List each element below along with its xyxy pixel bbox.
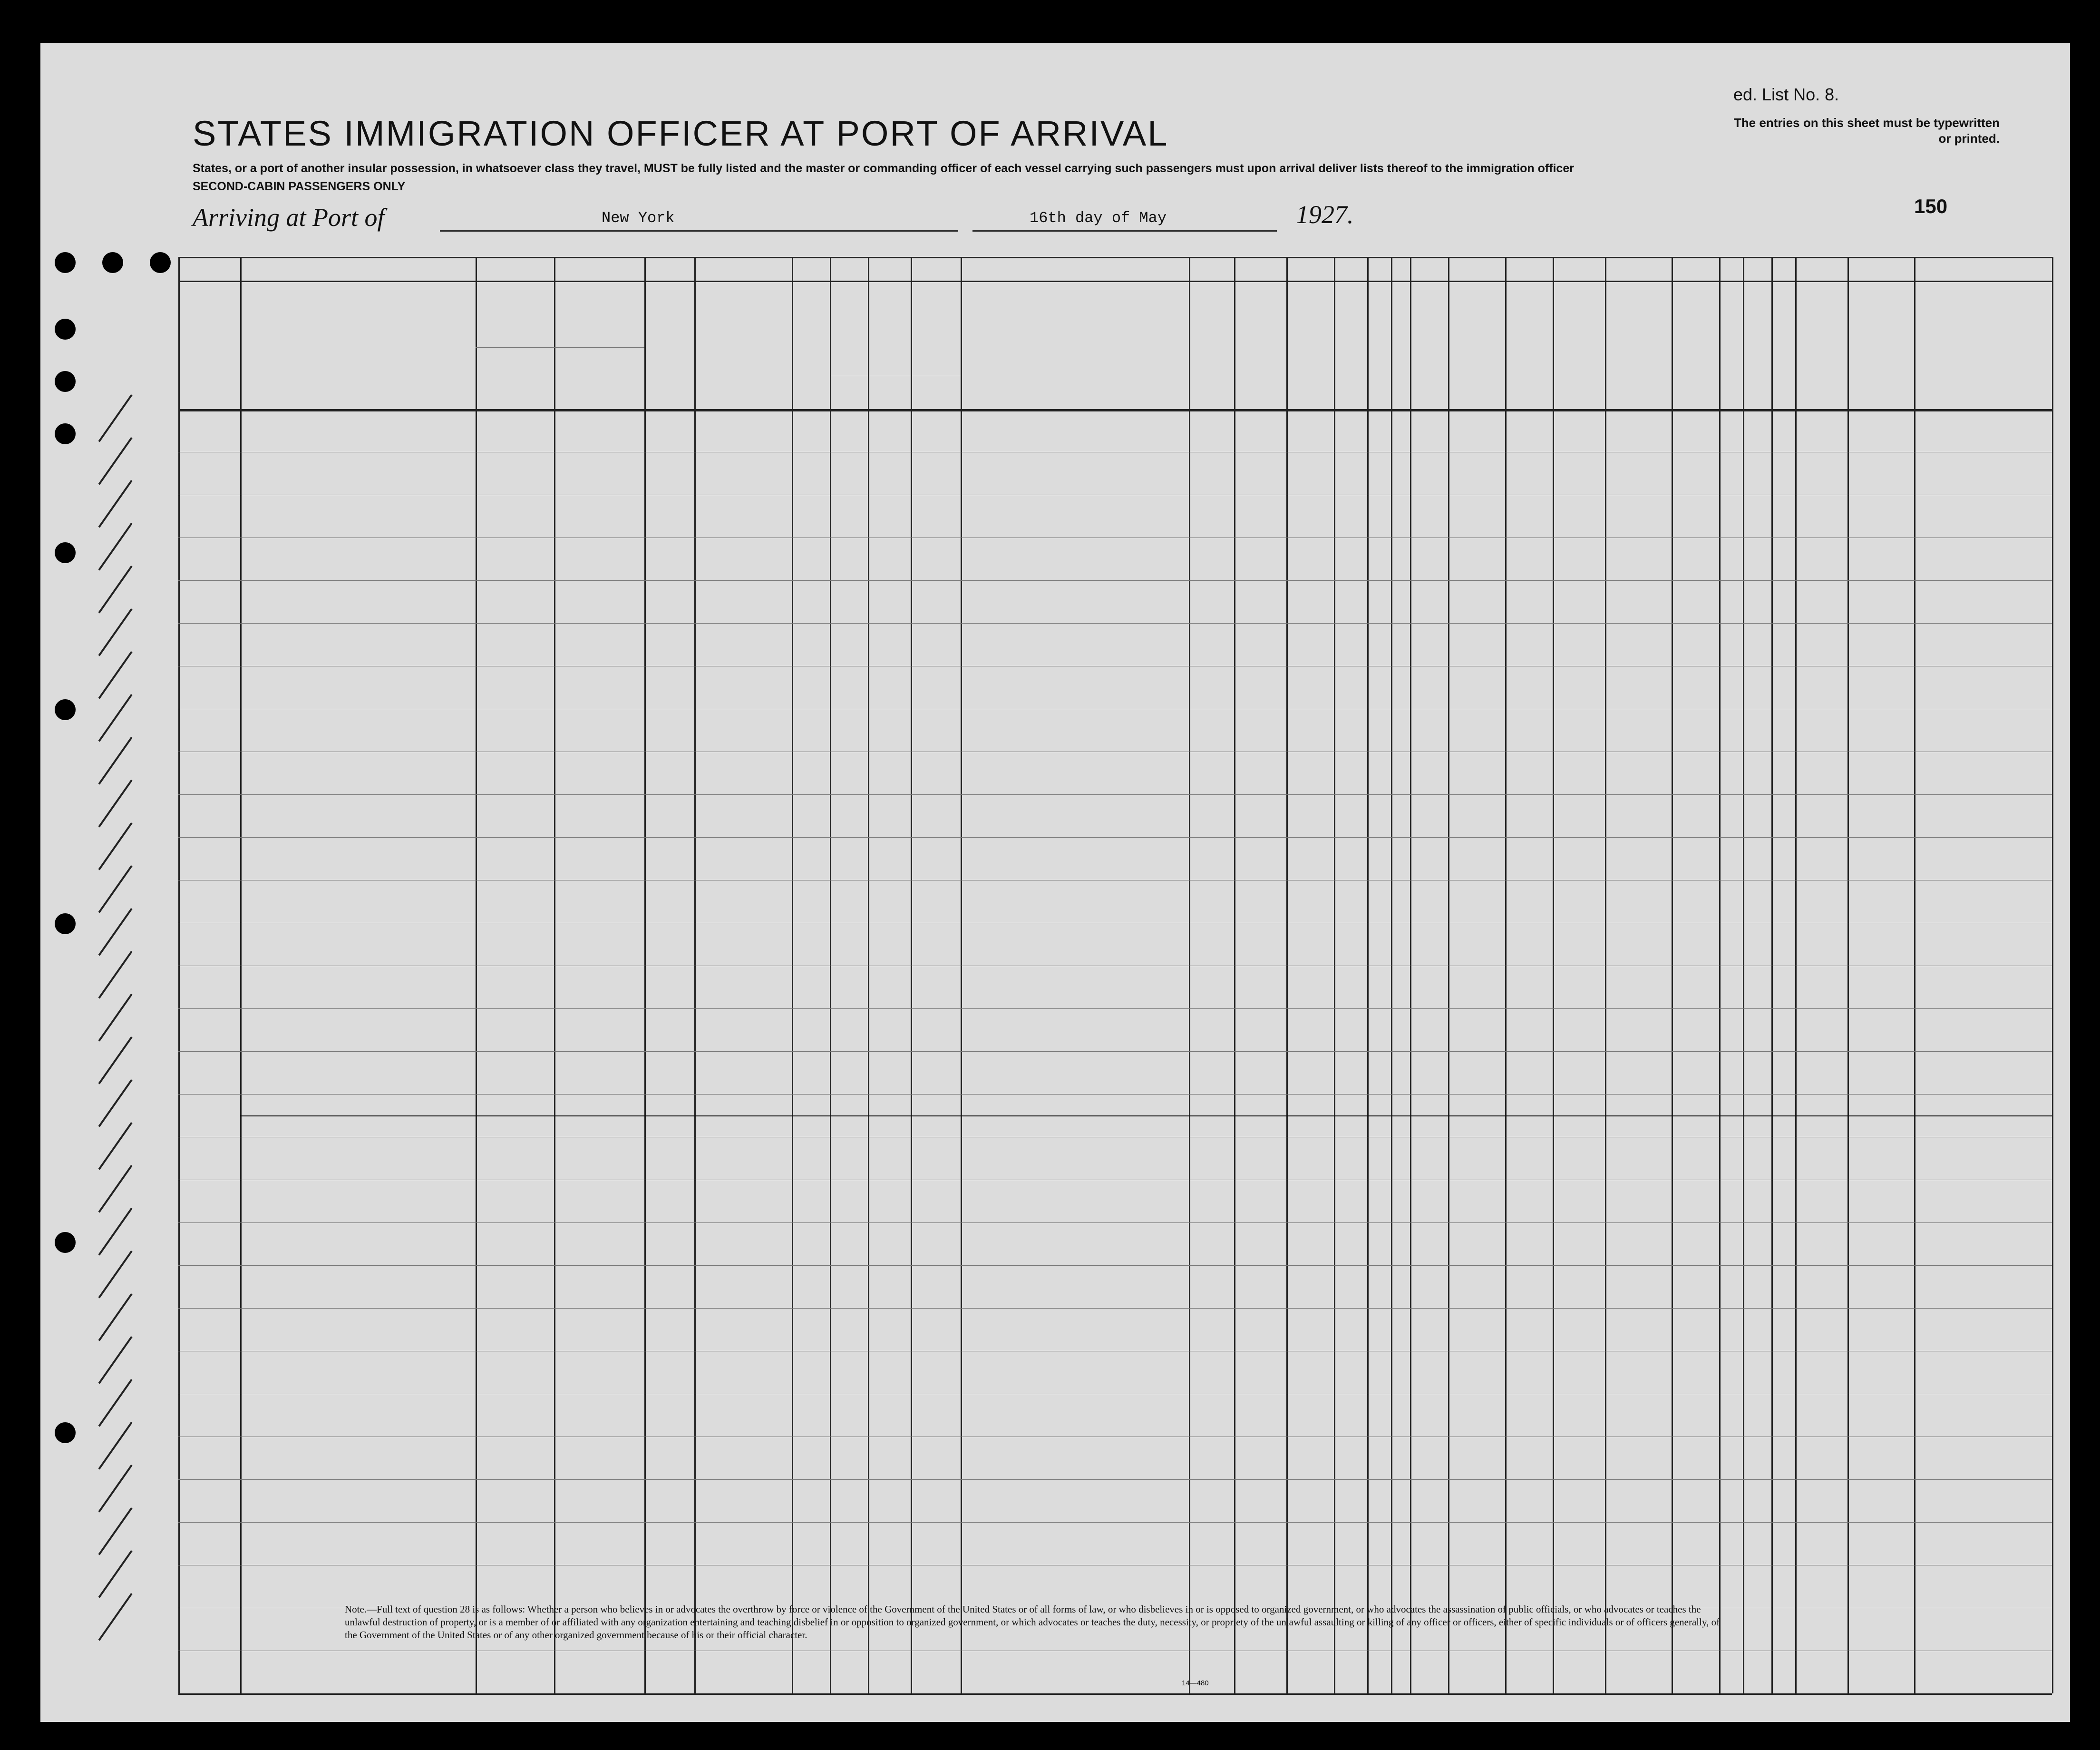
header-period — [868, 376, 911, 404]
port-name: New York — [602, 209, 675, 227]
class-line: SECOND-CABIN PASSENGERS ONLY — [193, 180, 406, 193]
column-rule — [1234, 257, 1235, 1693]
page-title: STATES IMMIGRATION OFFICER AT PORT OF ARRIVAL — [193, 114, 1169, 153]
row-rule — [178, 623, 2052, 624]
column-rule — [1771, 257, 1773, 1693]
checkmark — [98, 737, 133, 785]
header-feet — [1674, 286, 1717, 405]
column-rule — [476, 257, 477, 1693]
header-passage-paid-sub — [694, 342, 792, 395]
header-polygamist — [1370, 286, 1389, 405]
page-number: 150 — [1914, 195, 1948, 217]
checkmark — [98, 1036, 133, 1085]
arrival-date: 16th day of May — [1030, 209, 1167, 227]
header-hair — [1771, 371, 1795, 385]
header-anarchist — [1394, 286, 1408, 405]
typewritten-note: The entries on this sheet must be typewritten or printed. — [1733, 116, 2000, 146]
checkmark — [98, 1165, 133, 1213]
row-rule — [178, 1222, 2052, 1223]
checkmark — [98, 523, 133, 571]
column-rule — [1605, 257, 1606, 1693]
checkmark — [98, 1507, 133, 1555]
header-no-on-list — [178, 323, 240, 366]
column-rule — [1553, 257, 1554, 1693]
column-rule — [868, 257, 869, 1693]
checkmark — [98, 566, 133, 614]
punch-hole — [102, 252, 123, 273]
punch-hole — [55, 319, 76, 340]
header-deported — [1508, 286, 1551, 405]
checkmark — [98, 994, 133, 1042]
row-rule — [178, 1265, 2052, 1266]
column-rule — [178, 257, 180, 1693]
subheader-rule — [476, 347, 644, 348]
column-rule — [1719, 257, 1721, 1693]
header-inches — [1722, 286, 1741, 405]
checkmark — [98, 1550, 133, 1598]
punch-hole — [55, 1232, 76, 1253]
header-purpose-b — [1237, 286, 1284, 405]
punch-hole — [55, 542, 76, 563]
row-rule — [178, 1522, 2052, 1523]
checkmark — [98, 908, 133, 956]
punch-hole — [55, 252, 76, 273]
row-rule — [178, 794, 2052, 795]
column-rule — [830, 257, 831, 1693]
column-rule — [1367, 257, 1369, 1693]
header-final-destination-sub — [476, 323, 644, 342]
column-number-rule — [178, 281, 2052, 282]
header-city — [554, 371, 644, 385]
footnote: Note.—Full text of question 28 is as follows: Whether a person who believes in or advocates the overthrow by force or violence of the Government of the United States or of all forms of law, or who disbelieves in or is opposed to organized government, or who advocates the assassination of public officials, or who advocates or teaches the unlawful destruction of property, or is a member of or affiliated with any organization entertaining and teaching disbelief in or opposition to organized government, or which advocates or teaches the duty, necessity, or propriety of the unlawful assaulting or killing of any officer or officers, either of specific individuals or of officers generally, of the Government of the United States or of any other organized government because of his or their official character. — [345, 1603, 1720, 1641]
checkmark — [98, 1079, 133, 1127]
header-prison — [1337, 286, 1365, 405]
manifest-sheet — [40, 43, 2070, 1722]
column-rule — [240, 257, 242, 1693]
column-rule — [1914, 257, 1915, 1693]
checkmark — [98, 1251, 133, 1299]
column-rule — [644, 257, 646, 1693]
checkmark — [98, 1336, 133, 1384]
punch-hole — [55, 423, 76, 444]
column-rule — [961, 257, 962, 1693]
header-ticket — [647, 286, 692, 405]
header-bottom-rule — [178, 409, 2052, 411]
checkmark — [98, 1422, 133, 1470]
header-where — [911, 381, 961, 400]
form-number: 14—480 — [1182, 1679, 1209, 1687]
checkmark — [98, 1208, 133, 1256]
punch-hole — [55, 371, 76, 392]
header-marks — [1847, 323, 2052, 352]
checkmark — [98, 865, 133, 913]
header-purpose-c — [1289, 286, 1332, 405]
column-rule — [1391, 257, 1392, 1693]
row-rule — [178, 1308, 2052, 1309]
column-rule — [694, 257, 696, 1693]
checkmark — [98, 1593, 133, 1641]
column-rule — [1743, 257, 1744, 1693]
header-state — [476, 371, 554, 385]
checkmark — [98, 951, 133, 999]
checkmark — [98, 694, 133, 742]
column-rule — [1334, 257, 1335, 1693]
header-eyes — [1795, 371, 1847, 385]
checkmark — [98, 1379, 133, 1427]
header-money — [795, 286, 828, 405]
checkmark — [98, 480, 133, 528]
list-number: ed. List No. 8. — [1733, 85, 1839, 104]
row-rule — [178, 1479, 2052, 1480]
row-rule — [178, 837, 2052, 838]
column-rule — [2052, 257, 2053, 1693]
checkmark — [98, 822, 133, 870]
column-rule — [554, 257, 555, 1693]
header-final-destination — [476, 309, 644, 323]
checkmark — [98, 437, 133, 485]
row-rule — [178, 580, 2052, 581]
column-rule — [1847, 257, 1849, 1693]
header-color — [1771, 300, 1847, 314]
header-before-in-us — [830, 290, 961, 328]
checkmark — [98, 651, 133, 699]
column-rule — [1189, 257, 1190, 1693]
table-top-border — [178, 257, 2052, 258]
column-rule — [1672, 257, 1673, 1693]
punch-hole — [150, 252, 171, 273]
table-bottom-border — [178, 1693, 2052, 1695]
header-join-relative — [965, 323, 1184, 381]
page-subtitle: States, or a port of another insular possession, in whatsoever class they travel, MUST be fully listed and the master or commanding officer of each vessel carrying such passengers must upon arrival deliver lists thereof to the immigration officer — [193, 162, 1574, 175]
checkmark — [98, 608, 133, 656]
column-rule — [1410, 257, 1411, 1693]
row-rule — [178, 1008, 2052, 1009]
header-relative-address — [245, 323, 471, 381]
checkmark — [98, 1293, 133, 1341]
column-rule — [1795, 257, 1797, 1693]
header-passage-paid — [694, 300, 792, 342]
checkmark — [98, 1465, 133, 1513]
strike-through-line — [240, 1115, 2052, 1116]
arrival-year: 1927. — [1296, 200, 1354, 229]
row-rule — [178, 1051, 2052, 1052]
column-rule — [1286, 257, 1288, 1693]
checkmark — [98, 1122, 133, 1170]
punch-hole — [55, 1422, 76, 1443]
checkmark — [98, 394, 133, 442]
header-yes-no — [830, 376, 868, 404]
punch-hole — [55, 699, 76, 720]
arriving-label: Arriving at Port of — [193, 203, 385, 232]
header-deformed — [1605, 309, 1672, 385]
column-rule — [1448, 257, 1449, 1693]
header-complexion — [1746, 286, 1769, 405]
header-if-yes — [868, 347, 961, 362]
punch-hole — [55, 913, 76, 934]
header-overthrow — [1413, 286, 1446, 405]
column-rule — [1505, 257, 1507, 1693]
checkmark — [98, 780, 133, 828]
column-rule — [792, 257, 793, 1693]
column-rule — [911, 257, 912, 1693]
header-health — [1553, 319, 1605, 385]
header-purpose-a — [1192, 286, 1232, 405]
row-rule — [178, 1094, 2052, 1095]
header-labor-offer — [1451, 286, 1503, 405]
